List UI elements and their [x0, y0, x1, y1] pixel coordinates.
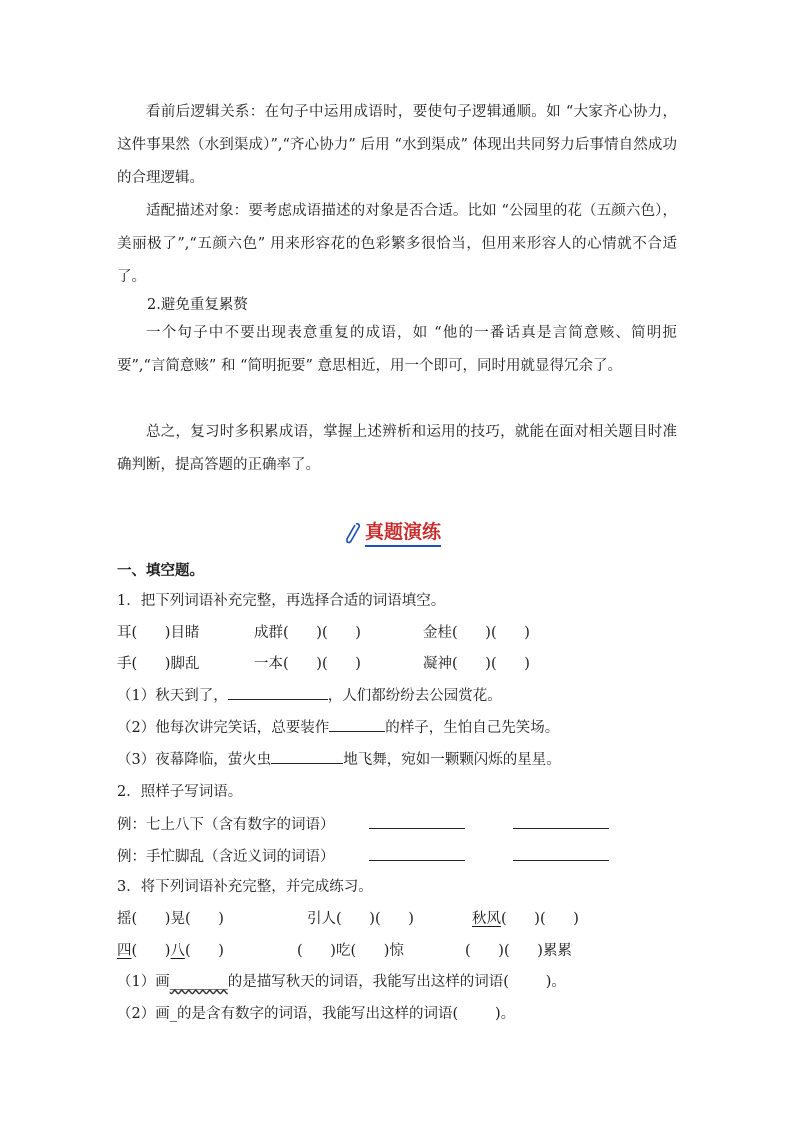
q3-sentence-1: （1）画________的是描写秋天的词语，我能写出这样的词语( )。 [117, 974, 566, 990]
answer-blank[interactable] [369, 814, 465, 829]
q1-word-6: 凝神( )( ) [423, 656, 530, 672]
q1-word-5: 一本( )( ) [254, 656, 361, 672]
q1-word-1: 耳( )目睹 [117, 625, 200, 641]
pen-icon [344, 522, 362, 544]
q1-sentence-1: （1）秋天到了， ，人们都纷纷去公园赏花。 [117, 685, 502, 707]
answer-blank[interactable] [228, 685, 328, 700]
question-2-prompt: 2．照样子写词语。 [117, 784, 243, 800]
q3-word-2: 引人( )( ) [307, 911, 414, 927]
q1-word-4: 手( )脚乱 [117, 656, 200, 672]
q3-sentence-2: （2）画_的是含有数字的词语，我能写出这样的词语( )。 [117, 1006, 516, 1022]
paragraph-logic: 看前后逻辑关系：在句子中运用成语时，要使句子逻辑通顺。如 “大家齐心协力，这件事果然（水到渠成）”,“齐心协力” 后用 “水到渠成” 体现出共同努力后事情自然成功的合理逻辑。 [117, 104, 677, 186]
q3-word-4: 四( )八( ) [117, 943, 224, 959]
question-1-prompt: 1．把下列词语补充完整，再选择合适的词语填空。 [117, 593, 446, 609]
paragraph-summary: 总之，复习时多积累成语，掌握上述辨析和运用的技巧，就能在面对相关题目时准确判断，提高答题的正确率了。 [117, 424, 677, 473]
question-3-prompt: 3．将下列词语补充完整，并完成练习。 [117, 879, 373, 895]
paragraph-repeat: 一个句子中不要出现表意重复的成语，如 “他的一番话真是言简意赅、简明扼要”,“言简意赅” 和 “简明扼要” 意思相近，用一个即可，同时用就显得冗余了。 [117, 325, 677, 374]
answer-blank[interactable] [513, 814, 609, 829]
q3-word-3: 秋风( )( ) [472, 911, 579, 927]
answer-blank[interactable] [369, 846, 465, 861]
q1-word-2: 成群( )( ) [254, 625, 361, 641]
q3-word-1: 摇( )晃( ) [117, 911, 224, 927]
q1-word-3: 金桂( )( ) [423, 625, 530, 641]
q2-example-1: 例：七上八下（含有数字的词语） [117, 817, 335, 833]
paragraph-object: 适配描述对象：要考虑成语描述的对象是否合适。比如 “公园里的花（五颜六色），美丽极了”,“五颜六色” 用来形容花的色彩繁多很恰当，但用来形容人的心情就不合适了。 [117, 203, 677, 285]
q3-word-6: ( )( )累累 [465, 943, 572, 959]
q2-example-2: 例：手忙脚乱（含近义词的词语） [117, 849, 335, 865]
section-title [344, 518, 441, 548]
part-heading: 一、填空题。 [117, 562, 204, 579]
answer-blank[interactable] [271, 749, 343, 764]
q3-word-5: ( )吃( )惊 [297, 943, 404, 959]
section-title-text: 真题演练 [365, 520, 441, 547]
answer-blank[interactable] [329, 717, 385, 732]
answer-blank[interactable] [513, 846, 609, 861]
q1-sentence-3: （3）夜幕降临，萤火虫 地飞舞，宛如一颗颗闪烁的星星。 [117, 749, 561, 771]
q1-sentence-2: （2）他每次讲完笑话，总要装作 的样子，生怕自己先笑场。 [117, 717, 559, 739]
subheading-avoid-repeat: 2.避免重复累赘 [147, 297, 248, 313]
